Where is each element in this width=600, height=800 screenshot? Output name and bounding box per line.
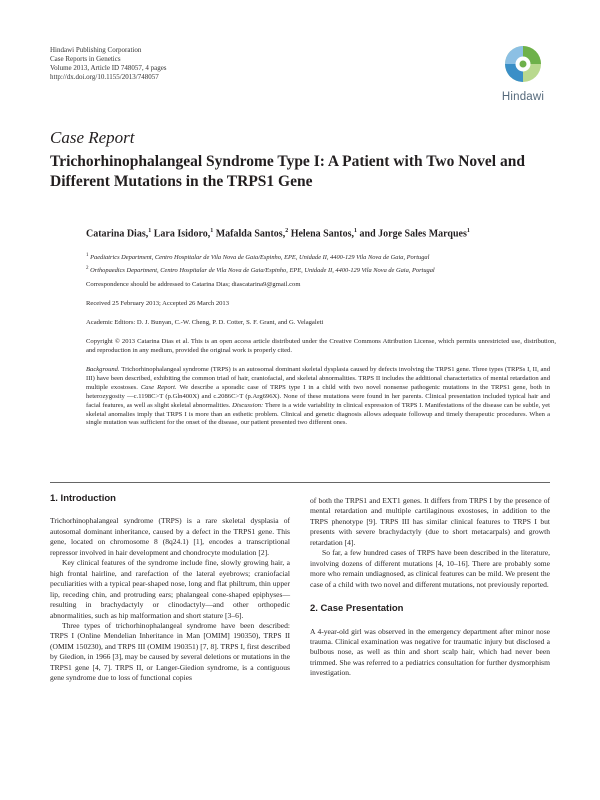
hindawi-logo-icon [492, 40, 554, 90]
abstract-discussion-label: Discussion: [232, 401, 264, 409]
abstract-case-text: We describe a sporadic case of TRPS type I in a child with two novel nonsense pathogenic mutations in the TRPS1 gene, both in heterozygosity —c.1198C>T (p.Gln400X) and c.2086C>T (p.Arg696X). None of these mutations were found in her parents. Clinical presentation included typical hair and facial features, as well as slight skeletal abnormalities. [86, 383, 550, 409]
received-accepted-dates: Received 25 February 2013; Accepted 26 March 2013 [86, 300, 230, 307]
volume-info: Volume 2013, Article ID 748057, 4 pages [50, 64, 167, 72]
abstract [86, 366, 550, 428]
left-column [50, 494, 290, 684]
intro-paragraph-4: of both the TRPS1 and EXT1 genes. It differs from TRPS I by the presence of mental retardation and multiple cartilaginous exostoses, in addition to the TRPS phenotype [9]. TRPS III has similar clinical features to TRPS I but presents with severe brachydactyly (due to short metacarpals) and growth retardation [4]. [310, 496, 550, 547]
publisher-name: Hindawi Publishing Corporation [50, 46, 142, 54]
abstract-case-label: Case Report. [140, 383, 177, 391]
section-divider [50, 482, 550, 483]
hindawi-logo [492, 40, 554, 106]
case-paragraph-1: A 4-year-old girl was observed in the emergency department after minor nose trauma. Clinical examination was negative for traumatic injury but disclosed a bulbous nose, as well as thin and short scalp hair, which had never been trimmed. She was referred to a pediatrics consultation for further dysmorphism investigation. [310, 626, 550, 678]
author-affiliation-mark: 1 [210, 228, 214, 234]
affiliation-item: $^2$ Orthopaedics Department, Centro Hospitalar de Vila Nova de Gaia/Espinho, EPE, Unidade II, 4400-129 Vila Nova de Gaia, Portugal [86, 266, 435, 275]
right-column [310, 496, 550, 679]
journal-name: Case Reports in Genetics [50, 55, 121, 63]
case-presentation-heading: 2. Case Presentation [310, 603, 404, 615]
doi-link[interactable]: http://dx.doi.org/10.1155/2013/748057 [50, 73, 159, 81]
intro-paragraph-1: Trichorhinophalangeal syndrome (TRPS) is a rare skeletal dysplasia of autosomal dominant inheritance, caused by a defect in the TRPS1 gene. This gene, located on chromosome 8 (8q24.1) [1], encodes a transcriptional repressor involved in hair development and chondrocyte modulation [2]. [50, 516, 290, 557]
author-name: Helena Santos, [288, 228, 355, 240]
academic-editors: Academic Editors: D. J. Bunyan, C.-W. Cheng, P. D. Cotter, S. F. Grant, and G. Velagaleti [86, 319, 324, 326]
intro-paragraph-2: Key clinical features of the syndrome include fine, slowly growing hair, a high frontal hairline, and rarefaction of the lateral eyebrows; craniofacial peculiarities with a typical pear-shaped nose, long and flat philtrum, thin upper lip, receding chin, and protruding ears; phalangeal cone-shaped epiphyses—resulting in brachydactyly or clinodactyly—and other orthopedic abnormalities, such as hip malformation and short stature [3–6]. [50, 558, 290, 620]
author-affiliation-mark: 1 [466, 228, 470, 234]
abstract-background-label: Background. [86, 366, 120, 373]
copyright-notice: Copyright © 2013 Catarina Dias et al. This is an open access article distributed under the Creative Commons Attribution License, which permits unrestricted use, distribution, and reproduction in any medium, provided the original work is properly cited. [86, 338, 556, 354]
intro-paragraph-5: So far, a few hundred cases of TRPS have been described in the literature, involving dozens of different mutations [4, 10–16]. There are probably some more who remain undiagnosed, as clinical features can be mild. We present the case of a child with two novel and different mutations, not previously reported. [310, 548, 550, 589]
author-affiliation-mark: 1 [148, 228, 152, 234]
author-name: and Jorge Sales Marques [357, 228, 467, 240]
abstract-background-text: Trichorhinophalangeal syndrome (TRPS) is an autosomal dominant skeletal dysplasia caused by defects involving the TRPS1 gene. Three types (TRPSs I, II, and III) have been described, exhibiting the common triad of hair, craniofacial, and skeletal abnormalities. TRPS II includes the additional characteristics of mental retardation and multiple exostoses. [86, 366, 550, 391]
article-type: Case Report [50, 128, 135, 147]
article-title: Trichorhinophalangeal Syndrome Type I: A Patient with Two Novel and Different Mutations in the TRPS1 Gene [50, 153, 525, 190]
author-affiliation-mark: 1 [354, 228, 358, 234]
author-list [86, 228, 556, 239]
affiliation-list [86, 250, 556, 276]
affiliation-item: $^1$ Paediatrics Department, Centro Hospitalar de Vila Nova de Gaia/Espinho, EPE, Unidade II, 4400-129 Vila Nova de Gaia, Portugal [86, 253, 430, 262]
abstract-discussion-text: There is a wide variability in clinical expression of TRPS I. Manifestations of the disease can be subtle, yet skeletal anomalies imply that TRPS I is more than an esthetic problem. Clinical and genetic diagnosis allows adequate followup and timely therapeutic procedures. When a single mutation was sufficient for the onset of the disease, our patient presented two different ones. [86, 401, 550, 427]
journal-header [50, 46, 167, 82]
hindawi-logo-text: Hindawi [501, 91, 545, 103]
author-affiliation-mark: 2 [285, 228, 289, 234]
correspondence-note: Correspondence should be addressed to Catarina Dias; diascatarina9@gmail.com [86, 281, 301, 288]
intro-paragraph-3: Three types of trichorhinophalangeal syndrome have been described: TRPS I (Online Mendelian Inheritance in Man [OMIM] 190350), TRPS II (OMIM 150230), and TRPS III (OMIM 190351) [7, 8]. TRPS I, first described by Giedion, in 1966 [3], may be caused by several deletions or mutations in the TRPS1 gene [4, 7]. TRPS II, or Langer-Giedion syndrome, is a contiguous gene syndrome due to loss of functional copies [50, 620, 290, 683]
author-name: Mafalda Santos, [213, 228, 286, 240]
author-name: Catarina Dias, [86, 228, 149, 240]
introduction-heading: 1. Introduction [50, 493, 116, 504]
author-name: Lara Isidoro, [151, 228, 211, 240]
